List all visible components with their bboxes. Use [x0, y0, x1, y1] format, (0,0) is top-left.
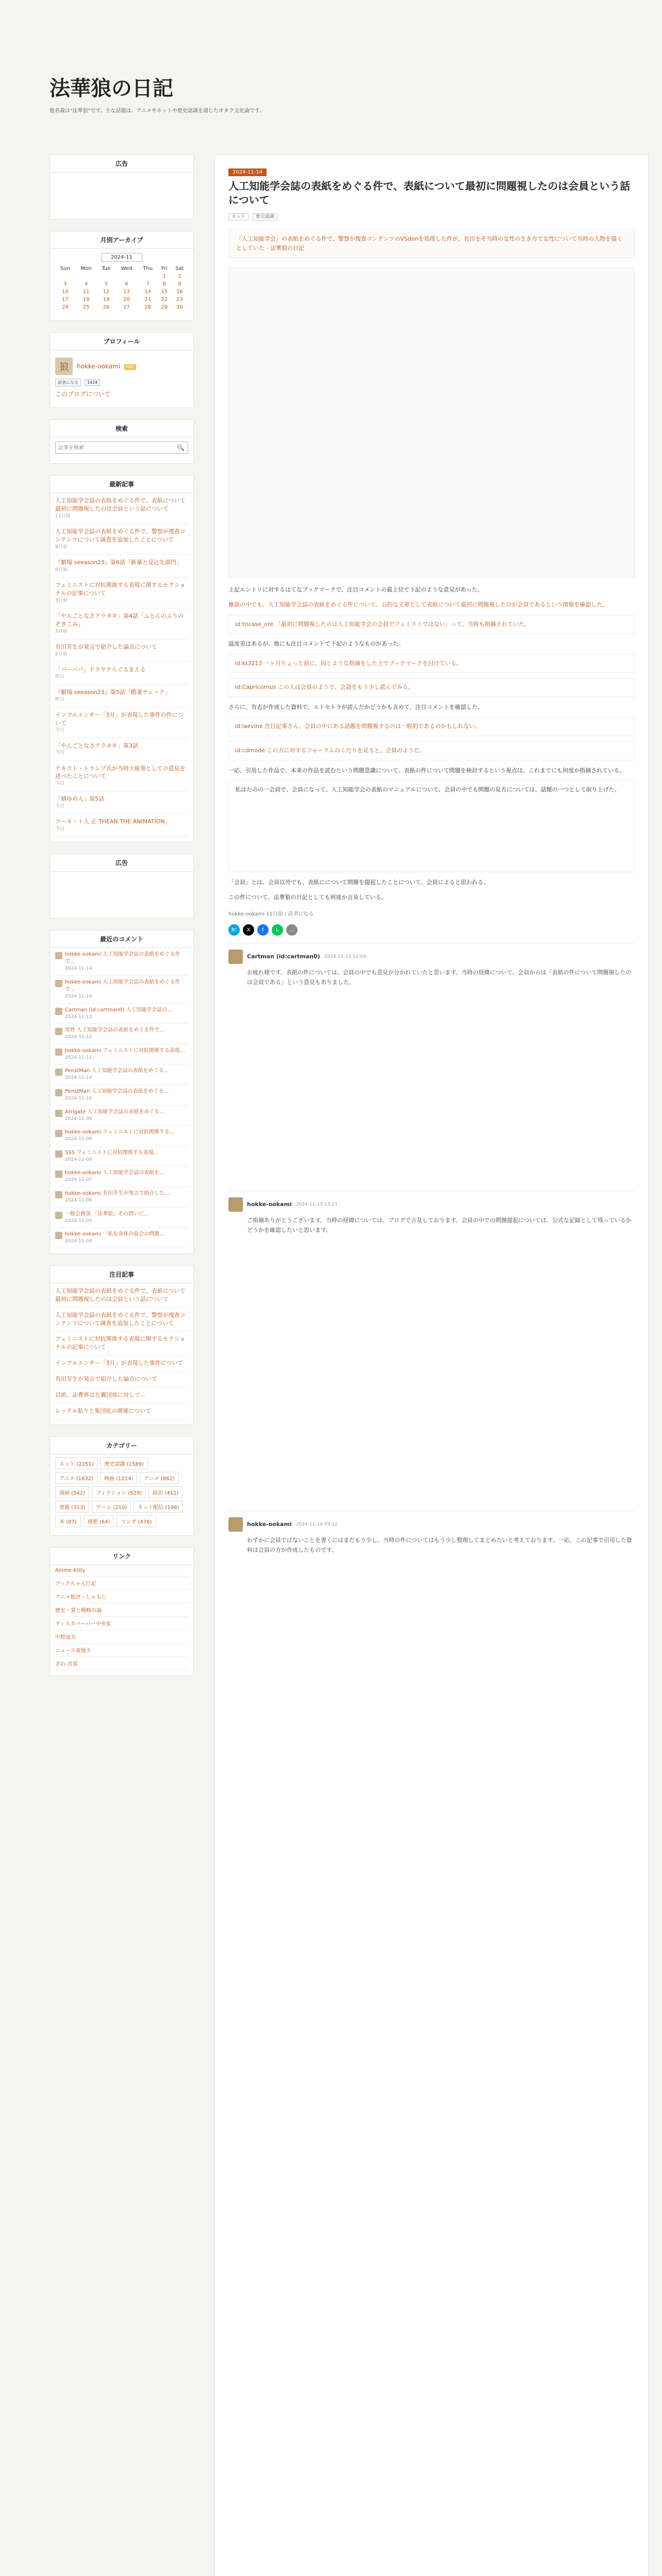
popular-entry-link[interactable]: 有田芳生が発言で紹介した論点について: [55, 1376, 157, 1383]
entry-categories: [228, 212, 635, 219]
weekday-tue: Tue: [102, 266, 111, 272]
recent-comment-link[interactable]: hokke-ookami 人工知能学会誌の表紙をめぐる件で...: [65, 979, 180, 993]
weekday-wed: Wed: [121, 266, 133, 272]
recent-entry-item[interactable]: [55, 639, 188, 662]
pro-badge: PRO: [124, 364, 136, 370]
category-link[interactable]: 漫画 (542): [55, 1486, 89, 1498]
recent-entry-meta: 今日: [55, 781, 65, 787]
calendar-day: [138, 273, 158, 280]
facebook-share-icon[interactable]: f: [257, 924, 269, 936]
recent-comment-item[interactable]: [55, 1187, 188, 1208]
ad-heading: 広告: [50, 155, 193, 173]
recent-entry-item[interactable]: [55, 761, 188, 792]
main-entry: [214, 155, 649, 2576]
commenter-avatar-icon: [55, 1171, 62, 1178]
recent-comment-item[interactable]: [55, 1208, 188, 1228]
commenter-avatar-icon: [55, 1212, 62, 1219]
recent-comment-item[interactable]: [55, 1004, 188, 1024]
calendar-day[interactable]: 13: [123, 289, 130, 295]
recent-comment-date: 2024-11-10: [65, 1075, 92, 1081]
recent-entry-item[interactable]: [55, 493, 188, 524]
recent-comment-link[interactable]: Arrigate 人工知能学会誌の表紙をめぐる...: [65, 1109, 164, 1115]
recent-comment-date: 2024-11-12: [65, 1035, 92, 1040]
calendar-day[interactable]: 6: [125, 281, 128, 287]
recent-entry-meta: 今日: [55, 804, 65, 809]
line-share-icon[interactable]: L: [272, 924, 283, 936]
recent-comment-date: 2024-11-09: [65, 1116, 92, 1122]
calendar-day[interactable]: 21: [144, 297, 152, 302]
entry-footer-meta[interactable]: hokke-ookami 11日前 / 読者になる: [228, 911, 314, 918]
popular-module: [49, 1265, 194, 1425]
comment-body: お疲れ様です。表紙の件については、会員の中でも意見が分かれていたと思います。当時の経緯について、会員からは「表紙の件について問題視したのは会員である」という意見もありました。: [247, 969, 632, 986]
calendar-day[interactable]: 28: [144, 304, 152, 310]
popular-entry-link[interactable]: インフルエンサー「3月」が表現した事件について: [55, 1360, 184, 1367]
entry-ending: この件について、法華狼の日記としても何度か言及している。: [228, 894, 387, 901]
commenter-avatar-icon: [55, 952, 62, 959]
commenter-avatar-icon: [55, 1191, 62, 1198]
recent-entry-item[interactable]: [55, 555, 188, 578]
recent-entry-item[interactable]: [55, 578, 188, 608]
entry-date[interactable]: 2024-11-14: [228, 168, 267, 176]
profile-module: [49, 332, 194, 408]
calendar-day[interactable]: 20: [123, 297, 130, 302]
recent-entry-meta: 今日: [55, 826, 65, 832]
commenter-avatar-icon: [55, 1130, 62, 1137]
external-link[interactable]: 中野道夫: [55, 1635, 76, 1641]
calendar-day[interactable]: 30: [176, 304, 183, 310]
ad-area: [50, 173, 193, 214]
calendar-day: [97, 273, 115, 280]
category-link[interactable]: ゲーム (210): [92, 1501, 131, 1513]
calendar-day[interactable]: 9: [178, 281, 181, 287]
calendar-day[interactable]: 12: [103, 289, 110, 295]
popular-entry-link[interactable]: 人工知能学会誌の表紙をめぐる件で、警察が捜査コンテンツについて調査を追加したことについて: [55, 1311, 186, 1327]
entry-category-tag[interactable]: 歴史認識: [253, 213, 277, 221]
recent-entry-meta: 2日前: [55, 651, 68, 657]
category-link[interactable]: 政治 (412): [148, 1486, 183, 1498]
external-link-item[interactable]: [55, 1630, 188, 1643]
recent-comment-link[interactable]: PenstMan 人工知能学会誌の表紙をめぐる...: [65, 1088, 169, 1094]
recent-comment-item[interactable]: [55, 1064, 188, 1085]
profile-name[interactable]: hokke-ookami: [77, 363, 121, 370]
recent-comment-item[interactable]: [55, 1126, 188, 1146]
weekday-thu: Thu: [143, 266, 153, 272]
commenter-avatar-icon: [55, 980, 62, 987]
recent-entry-meta: 9日前: [55, 567, 68, 572]
popular-entry-link[interactable]: 人工知能学会誌の表紙をめぐる件で、表紙について最初に問題視したのは会員という話について: [55, 1287, 186, 1302]
hatebu-comment[interactable]: id:Capricornus この人は会員のようで、会話をもう少し読んでみる。: [228, 678, 635, 697]
recent-comment-link[interactable]: Cartman (id:cartman0) 人工知能学会誌の...: [65, 1007, 172, 1013]
category-link[interactable]: 書籍 (313): [55, 1501, 89, 1513]
calendar-day[interactable]: 7: [146, 281, 150, 287]
calendar-day[interactable]: 16: [176, 289, 183, 295]
commenter-name[interactable]: hokke-ookami: [247, 1201, 292, 1208]
recent-entry-meta: 3日前: [55, 629, 68, 634]
category-link[interactable]: マンガ (476): [117, 1515, 156, 1527]
external-link-item[interactable]: [55, 1590, 188, 1603]
recent-comment-link[interactable]: PenstMan 人工知能学会誌の表紙をめぐる...: [65, 1068, 169, 1074]
hatebu-comment[interactable]: id:kt3213 一ヶ月ちょっと前に、同じような指摘をした上でブックマークを付けている。: [228, 654, 635, 673]
external-link-item[interactable]: [55, 1643, 188, 1657]
recent-entry-item[interactable]: [55, 608, 188, 639]
calendar-day[interactable]: 25: [82, 304, 90, 310]
commenter-avatar-icon: [55, 1232, 62, 1239]
popular-entry-link[interactable]: レッテル貼りと集団化の関係について: [55, 1408, 152, 1415]
recent-comment-item[interactable]: [55, 1106, 188, 1126]
calendar-day[interactable]: 8: [162, 281, 166, 287]
commenter-avatar[interactable]: [228, 950, 243, 964]
recent-entry-item[interactable]: [55, 662, 188, 685]
ad-module-2: [49, 854, 194, 919]
recent-comment-link[interactable]: SSS フェミニストに対抗関係する表現...: [65, 1149, 159, 1156]
calendar-week-row: [55, 273, 188, 280]
entry-comment: [228, 1511, 635, 1758]
recent-entry-item[interactable]: [55, 524, 188, 555]
recent-entry-item[interactable]: [55, 814, 188, 837]
recent-entry-link[interactable]: 「やんごとなさアラタキ」第3話: [55, 742, 138, 749]
comment-body: ご指摘ありがとうございます。当時の経緯については、ブログで言及しております。会員の中での問題提起については、公式な記録として残っているかどうかを確認したいと思います。: [247, 1217, 632, 1233]
recent-entry-link[interactable]: 「やんごとなさアラタキ」第4話「ふとんのふりのぞきこみ」: [55, 612, 184, 628]
archive-month-select[interactable]: 2024-11: [101, 253, 142, 262]
recent-entry-meta: 今日: [55, 727, 65, 733]
commenter-avatar-icon: [55, 1089, 62, 1096]
calendar-day[interactable]: 18: [82, 297, 90, 302]
search-input[interactable]: [56, 444, 174, 452]
comments-heading: 最近のコメント: [50, 930, 193, 948]
calendar-day[interactable]: 26: [103, 304, 110, 310]
entry-paragraph: 雑談の中でも、人工知能学会誌の表紙をめぐる件について、公的な文章として表紙について最初に問題視したのが会員であるという情報を確認した。: [228, 601, 608, 608]
subscriber-count: 1434: [85, 379, 100, 386]
recent-entry-link[interactable]: テキスト・トランプ氏が当時大統領としての意見を述べたことについて: [55, 765, 186, 780]
external-link[interactable]: ディスカバーパー中央家: [55, 1621, 111, 1628]
recent-entry-link[interactable]: インフルエンサー「3月」が表現した事件の件について: [55, 711, 184, 726]
popular-entry-item[interactable]: [55, 1283, 188, 1308]
entry-comment: [228, 1191, 635, 1511]
external-link-item[interactable]: [55, 1565, 188, 1577]
calendar-day[interactable]: 22: [161, 297, 168, 302]
calendar-week-row: [55, 296, 188, 303]
recent-entry-meta: 9日前: [55, 544, 68, 550]
calendar-day[interactable]: 15: [161, 289, 168, 295]
calendar-weekday-row: [55, 265, 188, 273]
weekday-sun: Sun: [60, 266, 70, 272]
recent-entry-item[interactable]: [55, 685, 188, 707]
calendar-day[interactable]: 19: [103, 297, 110, 302]
recent-comment-date: 2024-11-05: [65, 1218, 92, 1224]
calendar-day[interactable]: 11: [82, 289, 90, 295]
hatebu-comment[interactable]: id:cdmode この方に対するフォーラムのくだりを見ると、会員のようだ。: [228, 741, 635, 760]
entry-title[interactable]: 人工知能学会誌の表紙をめぐる件で、表紙について最初に問題視したのは会員という話について: [228, 180, 631, 206]
hatebu-comment[interactable]: id:tricase_ore 「最初に問題視したのは人工知能学会の会員でフェミストではない」って、当時も指摘されていた。: [228, 615, 635, 634]
category-grid: [50, 1454, 193, 1530]
calendar-day: [55, 273, 75, 280]
recent-comment-item[interactable]: [55, 1228, 188, 1248]
recent-comment-item[interactable]: [55, 976, 188, 1004]
ad-area-2: [50, 872, 193, 913]
recent-entry-item[interactable]: [55, 791, 188, 814]
recent-comment-date: 2024-11-04: [65, 1239, 92, 1244]
profile-heading: プロフィール: [50, 333, 193, 350]
recent-comment-link[interactable]: hokke-ookami 有田芳生が発言で紹介した...: [65, 1190, 170, 1196]
recent-comment-link[interactable]: hokke-ookami 人工知能学会誌の表紙をめぐる件で...: [65, 952, 180, 965]
calendar-day[interactable]: 29: [161, 304, 168, 310]
recent-comment-date: 2024-11-14: [65, 966, 92, 972]
recent-comment-link[interactable]: 一般会務部 「法華狼」その問いに...: [65, 1211, 149, 1217]
entry-category-tag[interactable]: ネット: [228, 213, 249, 221]
recent-entry-link[interactable]: 「嬉ゆめ人」第5話: [55, 795, 104, 803]
profile-avatar[interactable]: 狼: [55, 358, 73, 375]
calendar-day[interactable]: 14: [144, 289, 152, 295]
category-link[interactable]: 歴史認識 (1589): [100, 1458, 147, 1469]
blog-title[interactable]: 法華狼の日記: [49, 76, 173, 100]
commenter-avatar-icon: [55, 1069, 62, 1076]
hatebu-comment[interactable]: id:laevine 注目記事さん、会員の中にある話題を問題視するのは一般的であるのかもしれない。: [228, 717, 635, 736]
commenter-avatar[interactable]: [228, 1517, 243, 1532]
blog-description: 他名義は"法華狼"です。主な話題は、アニメやネットや歴史認識を通じたオタク文化論です。: [49, 108, 265, 114]
archive-module: [49, 231, 194, 321]
recent-comment-date: 2024-11-11: [65, 1055, 92, 1060]
calendar-day: [115, 273, 138, 280]
recent-comment-item[interactable]: [55, 948, 188, 976]
popular-entry-link[interactable]: フェミニストに対抗関係する表現に関するセクショナルの記事について: [55, 1335, 186, 1351]
recent-heading: 最新記事: [50, 476, 193, 493]
category-link[interactable]: 感想 (64): [84, 1515, 114, 1527]
entry-paragraph: さらに、有志が作成した資料で、エトセトラが読んだかどうかも含めて、注目コメントを確認した。: [228, 704, 484, 710]
recent-entry-link[interactable]: ツーキ・ト人 正 THEAN THE ANIMATION」: [55, 818, 171, 825]
share-icon-row: [228, 924, 635, 936]
recent-comment-item[interactable]: [55, 1085, 188, 1106]
recent-entry-link[interactable]: 『劇場 seeason23』第5話「酷暑チェック」: [55, 688, 171, 696]
external-link-item[interactable]: [55, 1617, 188, 1630]
calendar-day[interactable]: 23: [176, 297, 183, 302]
popular-entry-item[interactable]: [55, 1371, 188, 1387]
calendar-day: [75, 273, 97, 280]
recent-entry-link[interactable]: 人工知能学会誌の表紙をめぐる件で、警察が捜査コンテンツについて調査を追加したことについて: [55, 528, 186, 543]
calendar-week-row: [55, 303, 188, 311]
category-link[interactable]: 映画 (1214): [100, 1472, 137, 1484]
calendar-day[interactable]: 17: [61, 297, 69, 302]
recent-entry-meta: 今日: [55, 750, 65, 756]
ad-module: [49, 155, 194, 219]
comment-body: わずかに会員ではないことを書くにはまだもう少し。当時の件についてはもう少し整理してまとめたいと考えております。一応、この記事で引用した資料は会員の方が作成したものです。: [247, 1537, 632, 1553]
calendar-day[interactable]: 1: [162, 274, 166, 279]
commenter-avatar-icon: [55, 1048, 62, 1056]
recent-entry-link[interactable]: 有田芳生が発言で紹介した論点について: [55, 643, 157, 650]
external-link[interactable]: アニメ批評・しゃもじ: [55, 1595, 107, 1601]
category-link[interactable]: アニメ (862): [140, 1472, 179, 1484]
popular-heading: 注目記事: [50, 1266, 193, 1283]
commenter-avatar-icon: [55, 1028, 62, 1035]
comment-date: 2024-11-13 12:04: [324, 954, 366, 959]
calendar-day[interactable]: 24: [61, 304, 69, 310]
recent-comments-list: [50, 948, 193, 1248]
recent-comment-date: 2024-11-06: [65, 1197, 92, 1203]
calendar-week-row: [55, 280, 188, 288]
external-link-item[interactable]: [55, 1657, 188, 1670]
comment-section: [215, 943, 648, 1758]
search-heading: 検索: [50, 420, 193, 437]
entry-comment: [228, 943, 635, 1191]
entry-paragraph: 「会員」とは、会員以外でも、表紙にについて問題を提起したことについて、会員によると思われる。: [228, 878, 489, 886]
share-buttons: [228, 909, 635, 917]
recent-comment-date: 2024-11-14: [65, 994, 92, 999]
recent-entry-meta: 11日前: [55, 513, 71, 519]
external-link[interactable]: ざわ-宮部: [55, 1662, 78, 1668]
search-icon[interactable]: 🔍: [177, 444, 185, 451]
recent-comment-date: 2024-11-13: [65, 1014, 92, 1020]
recent-comment-item[interactable]: [55, 1044, 188, 1065]
sidebar: [49, 155, 194, 1687]
subscribe-button[interactable]: 読者になる: [55, 379, 81, 386]
external-link-item[interactable]: [55, 1603, 188, 1617]
entry-paragraph: 一応、引用した作品で、本来の作品を読むという問題意識について、表紙の件について問題を検討するという視点は、これまでにも何度か指摘されている。: [228, 767, 625, 774]
recent-entry-link[interactable]: 人工知能学会誌の表紙をめぐる件で、表紙について最初に問題視したのは会員という話について: [55, 497, 186, 512]
embedded-blog-card[interactable]: [228, 267, 635, 578]
links-module: [49, 1547, 194, 1676]
recent-comment-link[interactable]: hokke-ookami 「私を身体の退会の問題...: [65, 1231, 164, 1238]
recent-entry-meta: 昨日: [55, 697, 65, 702]
weekday-fri: Fri: [161, 266, 168, 272]
category-link[interactable]: フィクション (529): [92, 1486, 146, 1498]
entry-paragraph: 温度差はあるが、他にも注目コメントで下記のようなものがあった。: [228, 640, 404, 648]
blockquote-link[interactable]: 「人工知能学会」の表紙をめぐる件で、警察が捜査コンテンツのVSdonを処理した件が、有田をそ当時の女性の生き方で女性について当時の人物を描くとしていた - 法華狼の日記: [228, 229, 635, 258]
commenter-name[interactable]: Cartman (id:cartman0): [247, 953, 320, 960]
commenter-name[interactable]: hokke-ookami: [247, 1521, 292, 1528]
about-blog-link[interactable]: このブログについて: [55, 391, 111, 398]
recent-comment-link[interactable]: 男性 人工知能学会誌の表紙をめぐる件で...: [65, 1027, 164, 1033]
recent-comment-link[interactable]: hokke-ookami 人工知能学会誌の表紙を...: [65, 1170, 164, 1176]
category-module: [49, 1436, 194, 1536]
more-share-icon[interactable]: …: [286, 924, 297, 936]
popular-entry-item[interactable]: [55, 1331, 188, 1355]
external-link[interactable]: ブックちゃん日記: [55, 1581, 96, 1587]
search-module: [49, 419, 194, 464]
links-heading: リンク: [50, 1548, 193, 1565]
popular-entry-link[interactable]: 以前、法曹界は左翼団体に対して...: [55, 1392, 146, 1399]
recent-entry-item[interactable]: [55, 738, 188, 761]
weekday-sat: Sat: [175, 266, 184, 272]
entry-paragraph: 上記エントリに対するはてなブックマークで、注目コメントの最上位で下記のような意見があった。: [228, 586, 483, 594]
comment-date: 2024-11-13 13:21: [295, 1201, 338, 1207]
archive-heading: 月別アーカイブ: [50, 231, 193, 249]
recent-entry-meta: 3日前: [55, 598, 68, 603]
blog-header: [0, 0, 662, 124]
links-list: [50, 1565, 193, 1670]
commenter-avatar-icon: [55, 1008, 62, 1015]
external-link[interactable]: Anime-Kitty: [55, 1568, 86, 1574]
category-link[interactable]: 本 (87): [55, 1515, 81, 1527]
weekday-mon: Mon: [80, 266, 92, 272]
entry-quote-box: [228, 781, 635, 872]
recent-comment-date: 2024-11-08: [65, 1157, 92, 1162]
calendar-day[interactable]: 4: [84, 281, 88, 287]
category-link[interactable]: ネット (2251): [55, 1458, 97, 1469]
recent-comment-item[interactable]: [55, 1166, 188, 1187]
calendar-week-row: [55, 288, 188, 296]
recent-entry-meta: 昨日: [55, 674, 65, 680]
popular-entry-item[interactable]: [55, 1387, 188, 1403]
recent-entry-link[interactable]: フェミニストに対抗関係する表現に関するセクショナルの記事について: [55, 581, 186, 597]
recent-comment-date: 2024-11-10: [65, 1095, 92, 1101]
entry-quote-text: 私はたのの一会員で、会員になって、人工知能学会の表紙のマニュアルについて、会員の中でも問題の見方については、話題の一つとして取り上げた。: [235, 786, 620, 793]
recent-comment-date: 2024-11-07: [65, 1177, 92, 1183]
recent-entry-link[interactable]: 「バーババ」ドラヤクらぐるまえる: [55, 666, 146, 673]
recent-comments-module: [49, 930, 194, 1253]
hatena-bookmark-icon[interactable]: B!: [228, 924, 240, 936]
popular-entries-list: [50, 1283, 193, 1419]
category-heading: カテゴリー: [50, 1437, 193, 1454]
external-link-item[interactable]: [55, 1577, 188, 1590]
popular-entry-item[interactable]: [55, 1355, 188, 1371]
ad-heading-2: 広告: [50, 854, 193, 872]
external-link[interactable]: 歴史・愛と戦略の論: [55, 1608, 102, 1614]
popular-entry-item[interactable]: [55, 1403, 188, 1419]
category-link[interactable]: アニメ (1632): [55, 1472, 97, 1484]
calendar-day[interactable]: 10: [61, 289, 69, 295]
recent-comment-date: 2024-11-08: [65, 1137, 92, 1142]
calendar-day[interactable]: 5: [104, 281, 108, 287]
commenter-avatar-icon: [55, 1110, 62, 1117]
commenter-avatar-icon: [55, 1150, 62, 1158]
calendar-day[interactable]: 27: [123, 304, 130, 310]
calendar-day[interactable]: 2: [178, 274, 181, 279]
x-share-icon[interactable]: X: [243, 924, 254, 936]
popular-entry-item[interactable]: [55, 1308, 188, 1332]
archive-calendar: [55, 265, 188, 311]
recent-entry-link[interactable]: 『劇場 seeason23』第6話「新暴と見込先部門」: [55, 558, 182, 566]
commenter-avatar[interactable]: [228, 1197, 243, 1212]
recent-comment-link[interactable]: hokke-ookami フェミニストに対抗関係する...: [65, 1129, 175, 1136]
recent-entry-item[interactable]: [55, 707, 188, 738]
recent-comment-item[interactable]: [55, 1024, 188, 1044]
recent-comment-link[interactable]: hokke-ookami フェミニストに対抗関係する表現...: [65, 1047, 185, 1054]
recent-comment-item[interactable]: [55, 1146, 188, 1167]
external-link[interactable]: ニュース東地大: [55, 1648, 91, 1654]
category-link[interactable]: ネット配信 (198): [134, 1501, 183, 1513]
comment-date: 2024-11-14 09:12: [295, 1521, 338, 1527]
calendar-day[interactable]: 3: [63, 281, 67, 287]
recent-entries-list: [50, 493, 193, 837]
recent-entries-module: [49, 475, 194, 842]
